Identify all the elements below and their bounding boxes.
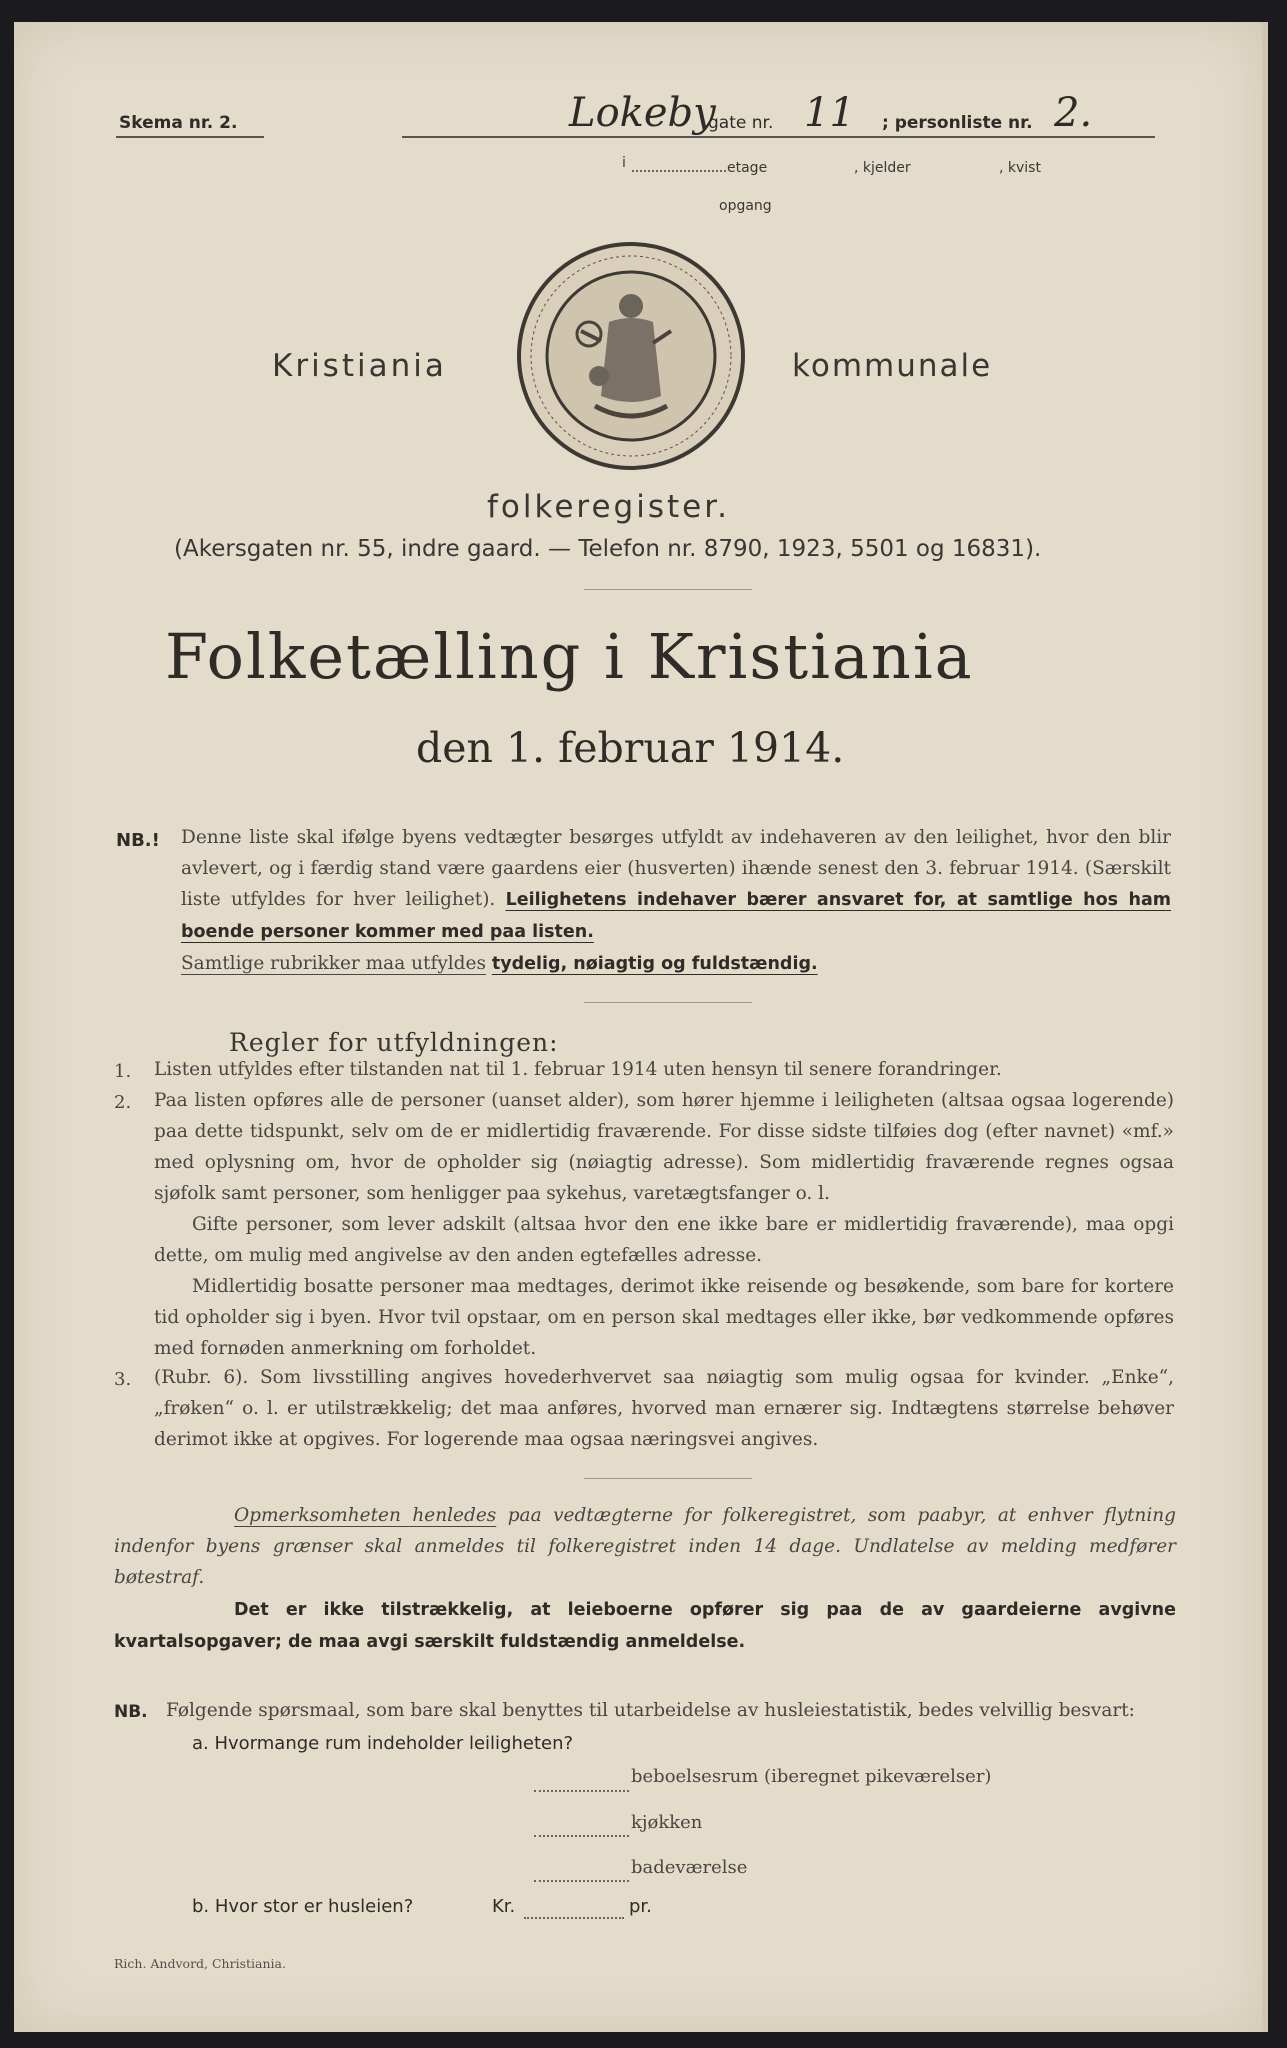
- kommunale-heading: kommunale: [792, 348, 993, 384]
- printer-imprint: Rich. Andvord, Christiania.: [114, 1956, 286, 1971]
- question-b: b. Hvor stor er husleien?: [192, 1896, 414, 1917]
- leieboer-note: Det er ikke tilstrækkelig, at leieboerne opfører sig paa de av gaardeierne avgivne kvartalsopgaver; de maa avgi særskilt fuldstændig anmeldelse.: [114, 1600, 1176, 1652]
- kristiania-seal-icon: [511, 236, 751, 476]
- attention-text: paa vedtægterne for folkeregistret, som paabyr, at enhver flytning indenfor byens grænser skal anmeldes til folkeregistret inden 14 dage. Undlatelse av melding medfører bøtestraf.: [114, 1505, 1176, 1588]
- kjelder-label: , kjelder: [854, 160, 911, 176]
- leieboer-paragraph: [114, 1594, 1176, 1658]
- personliste-number-handwritten: 2.: [1054, 90, 1093, 136]
- rent-field[interactable]: [524, 1917, 624, 1919]
- rule-2-number: 2.: [114, 1092, 132, 1113]
- schema-underline: [116, 136, 264, 138]
- nb-rubrics-bold: tydelig, nøiagtig og fuldstændig.: [491, 954, 818, 974]
- subtitle-date: den 1. februar 1914.: [416, 724, 845, 772]
- rule-1-text: Listen utfyldes efter tilstanden nat til 1. februar 1914 uten hensyn til senere forandringer.: [154, 1059, 1002, 1080]
- stats-nb-label: NB.: [114, 1702, 148, 1722]
- rule-1-number: 1.: [114, 1061, 132, 1082]
- schema-label: Skema nr. 2.: [119, 113, 238, 133]
- kristiania-heading: Kristiania: [272, 348, 447, 384]
- personliste-label: ; personliste nr.: [882, 113, 1033, 133]
- divider: [584, 1478, 752, 1479]
- badevaerelse-field[interactable]: [534, 1880, 629, 1882]
- stats-intro: Følgende spørsmaal, som bare skal benyttes til utarbeidelse av husleiestatistik, bedes velvillig besvart:: [166, 1700, 1135, 1721]
- etage-label: etage: [727, 160, 768, 176]
- divider: [584, 589, 752, 590]
- divider: [584, 1002, 752, 1003]
- nb-rubrics: Samtlige rubrikker maa utfyldes: [181, 953, 486, 974]
- kjokken-field[interactable]: [534, 1835, 629, 1837]
- address-subheading: (Akersgaten nr. 55, indre gaard. — Telefon nr. 8790, 1923, 5501 og 16831).: [174, 536, 1042, 562]
- beboelsesrum-label: beboelsesrum (iberegnet pikeværelser): [631, 1766, 992, 1787]
- rule-3-number: 3.: [114, 1369, 132, 1390]
- nb-text: Denne liste skal ifølge byens vedtægter besørges utfyldt av indehaveren av den leilighet, hvor den blir avlevert, og i færdig stand være gaardens eier (husverten) ihænde senest den 3. februar 1914. (Særskilt liste utfyldes for hver leilighet).: [181, 827, 1171, 910]
- kjokken-label: kjøkken: [631, 1812, 703, 1833]
- question-a: a. Hvormange rum indeholder leiligheten?: [192, 1733, 574, 1754]
- attention-paragraph: [114, 1500, 1176, 1593]
- rule-3-text: (Rubr. 6). Som livsstilling angives hovederhvervet saa nøiagtig som mulig ogsaa for kvinder. „Enke“, „frøken“ o. l. er utilstrækkelig; det maa anføres, hvorved man ernærer sig. Indtægtens størrelse behøver derimot ikke at opgives. For logerende maa ogsaa næringsvei angives.: [154, 1367, 1174, 1450]
- rule-2-gifte: Gifte personer, som lever adskilt (altsaa hvor den ene ikke bare er midlertidig fraværende), maa opgi dette, om mulig med angivelse av den anden egtefælles adresse.: [154, 1214, 1174, 1266]
- rule-2-text: Paa listen opføres alle de personer (uanset alder), som hører hjemme i leiligheten (altsaa ogsaa logerende) paa dette tidspunkt, selv om de er midlertidig fraværende. For disse sidste tilføies dog (efter navnet) «mf.» med oplysning om, hvor de opholder sig (nøiagtig adresse). Som midlertidig fraværende regnes ogsaa sjøfolk samt personer, som henligger paa sykehus, varetægtsfanger o. l.: [154, 1090, 1174, 1204]
- badevaerelse-label: badeværelse: [631, 1857, 748, 1878]
- per-label: pr.: [629, 1896, 652, 1917]
- main-title: Folketælling i Kristiania: [165, 620, 974, 693]
- gate-label: gate nr.: [708, 113, 774, 133]
- attention-lead: Opmerksomheten henledes: [234, 1505, 497, 1526]
- floor-dots: [632, 170, 726, 172]
- opgang-label: opgang: [719, 198, 772, 214]
- rules-heading: Regler for utfyldningen:: [229, 1028, 559, 1057]
- nb-label: NB.!: [116, 830, 160, 851]
- gate-number-handwritten: 11: [804, 90, 855, 136]
- nb-paragraph: [181, 822, 1171, 980]
- census-form-page: [14, 22, 1268, 2032]
- floor-prefix: i: [622, 155, 626, 171]
- nb-responsibility: Leilighetens indehaver bærer ansvaret for, at samtlige hos ham boende personer kommer med paa listen.: [181, 890, 1171, 942]
- rule-2-midlertidig: Midlertidig bosatte personer maa medtages, derimot ikke reisende og besøkende, som bare for kortere tid opholder sig i byen. Hvor tvil opstaar, om en person skal medtages eller ikke, bør vedkommende opføres med fornøden anmerkning om forholdet.: [154, 1276, 1174, 1359]
- currency-label: Kr.: [492, 1896, 516, 1917]
- beboelsesrum-field[interactable]: [534, 1790, 629, 1792]
- street-name-handwritten: Lokeby: [569, 90, 716, 136]
- folkeregister-heading: folkeregister.: [487, 489, 730, 525]
- address-line: [402, 136, 1155, 138]
- kvist-label: , kvist: [999, 160, 1041, 176]
